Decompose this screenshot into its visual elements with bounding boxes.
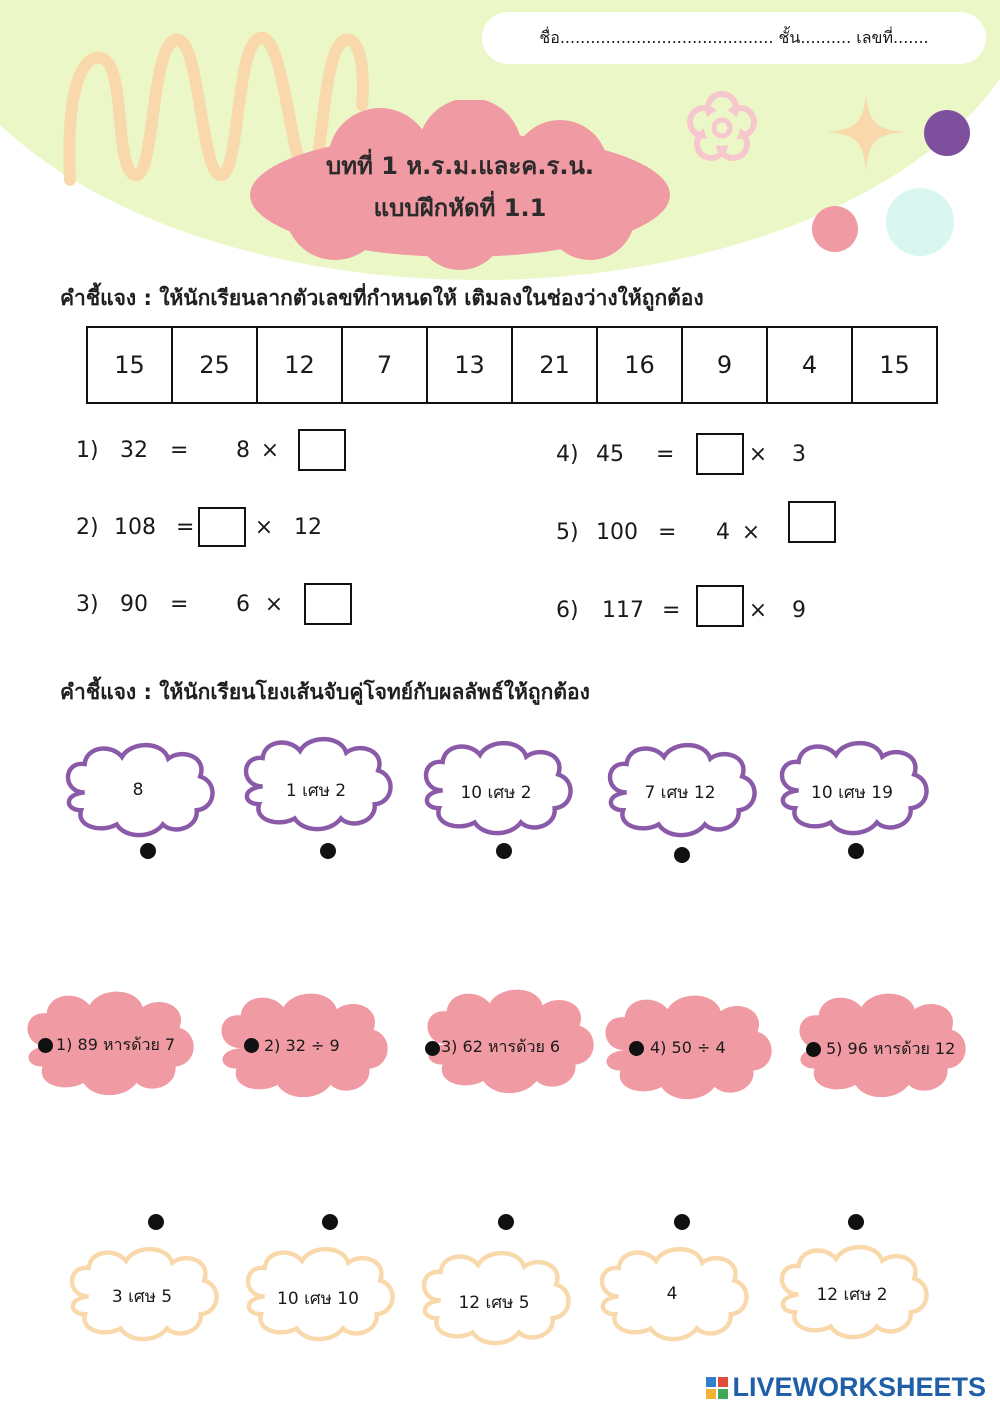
equals-sign: = [170, 591, 189, 617]
instruction-2: คำชี้แจง : ให้นักเรียนโยงเส้นจับคู่โจทย์กับผลลัพธ์ให้ถูกต้อง [60, 680, 590, 704]
answer-label: 4 [666, 1284, 678, 1304]
equals-sign: = [170, 437, 189, 463]
number-tile[interactable]: 9 [683, 328, 768, 402]
problem-2 [76, 505, 322, 549]
purple-dot-decoration [924, 110, 970, 156]
problem-number: 2) [76, 514, 99, 540]
flower-icon [682, 88, 762, 168]
brand-text: LIVEWORKSHEETS [732, 1372, 986, 1402]
problem-number: 1) [76, 437, 99, 463]
question-label: 1) 89 หารด้วย 7 [56, 1034, 176, 1054]
problem-lhs: 117 [602, 597, 644, 623]
pink-dot-decoration [812, 206, 858, 252]
times-sign: × [748, 597, 768, 623]
worksheet-title [240, 145, 680, 229]
equals-sign: = [656, 441, 675, 467]
times-sign: × [260, 437, 280, 463]
problem-4 [556, 432, 806, 476]
times-sign: × [264, 591, 284, 617]
answer-label: 12 เศษ 2 [816, 1284, 888, 1305]
answer-drop-box[interactable] [788, 501, 836, 543]
student-info-text: ชื่อ.......................................... ชั้น.......... เลขที่....... [539, 27, 929, 47]
answer-label: 10 เศษ 19 [811, 782, 893, 803]
problem-number: 6) [556, 597, 579, 623]
mint-dot-decoration [886, 188, 954, 256]
sparkle-icon [826, 92, 906, 172]
match-dot[interactable] [38, 1038, 53, 1053]
number-tile[interactable]: 13 [428, 328, 513, 402]
answer-drop-box[interactable] [696, 585, 744, 627]
equals-sign: = [176, 514, 195, 540]
answer-label: 8 [132, 780, 144, 800]
number-bank [86, 326, 938, 404]
answer-label: 10 เศษ 2 [460, 782, 532, 803]
match-dot[interactable] [322, 1214, 338, 1230]
liveworksheets-icon [706, 1377, 728, 1399]
number-tile[interactable]: 7 [343, 328, 428, 402]
answer-drop-box[interactable] [696, 433, 744, 475]
problem-number: 4) [556, 441, 579, 467]
answer-label: 7 เศษ 12 [644, 782, 716, 803]
match-dot[interactable] [148, 1214, 164, 1230]
match-dot[interactable] [244, 1038, 259, 1053]
instruction-1: คำชี้แจง : ให้นักเรียนลากตัวเลขที่กำหนดให้ เติมลงในช่องว่างให้ถูกต้อง [60, 286, 704, 310]
answer-drop-box[interactable] [304, 583, 352, 625]
match-dot[interactable] [496, 843, 512, 859]
match-dot[interactable] [320, 843, 336, 859]
answer-label: 12 เศษ 5 [458, 1292, 530, 1313]
answer-drop-box[interactable] [298, 429, 346, 471]
times-sign: × [741, 519, 761, 545]
answer-label: 1 เศษ 2 [285, 780, 347, 801]
question-label: 3) 62 หารด้วย 6 [441, 1036, 561, 1056]
problem-5 [556, 510, 836, 554]
factor: 4 [716, 519, 730, 545]
times-sign: × [748, 441, 768, 467]
factor: 8 [236, 437, 250, 463]
answer-label: 3 เศษ 5 [111, 1286, 173, 1307]
factor: 12 [294, 514, 322, 540]
match-dot[interactable] [806, 1042, 821, 1057]
number-tile[interactable]: 12 [258, 328, 343, 402]
match-dot[interactable] [848, 843, 864, 859]
match-dot[interactable] [848, 1214, 864, 1230]
title-line-1: บทที่ 1 ห.ร.ม.และค.ร.น. [326, 152, 594, 180]
problem-1 [76, 428, 346, 472]
problem-lhs: 100 [596, 519, 638, 545]
number-tile[interactable]: 25 [173, 328, 258, 402]
problem-6 [556, 588, 806, 632]
question-label: 5) 96 หารด้วย 12 [826, 1038, 956, 1058]
number-tile[interactable]: 15 [879, 351, 910, 379]
problem-lhs: 45 [596, 441, 624, 467]
question-label: 4) 50 ÷ 4 [650, 1037, 726, 1057]
match-dot[interactable] [498, 1214, 514, 1230]
problem-lhs: 108 [114, 514, 156, 540]
match-dot[interactable] [674, 847, 690, 863]
liveworksheets-logo [706, 1372, 986, 1403]
problem-3 [76, 582, 352, 626]
problem-lhs: 90 [120, 591, 148, 617]
number-tile[interactable]: 16 [598, 328, 683, 402]
student-info-line[interactable] [482, 12, 986, 64]
problem-number: 5) [556, 519, 579, 545]
factor: 6 [236, 591, 250, 617]
match-dot[interactable] [674, 1214, 690, 1230]
times-sign: × [254, 514, 274, 540]
equals-sign: = [662, 597, 681, 623]
number-tile[interactable]: 15 [88, 328, 173, 402]
problem-number: 3) [76, 591, 99, 617]
question-label: 2) 32 ÷ 9 [264, 1035, 340, 1055]
match-dot[interactable] [140, 843, 156, 859]
number-tile[interactable]: 21 [513, 328, 598, 402]
match-dot[interactable] [629, 1041, 644, 1056]
factor: 3 [792, 441, 806, 467]
answer-drop-box[interactable] [198, 507, 246, 547]
answer-label: 10 เศษ 10 [277, 1288, 359, 1309]
problem-lhs: 32 [120, 437, 148, 463]
number-tile[interactable]: 4 [768, 328, 853, 402]
factor: 9 [792, 597, 806, 623]
match-dot[interactable] [425, 1041, 440, 1056]
equals-sign: = [658, 519, 677, 545]
title-line-2: แบบฝึกหัดที่ 1.1 [373, 194, 547, 222]
